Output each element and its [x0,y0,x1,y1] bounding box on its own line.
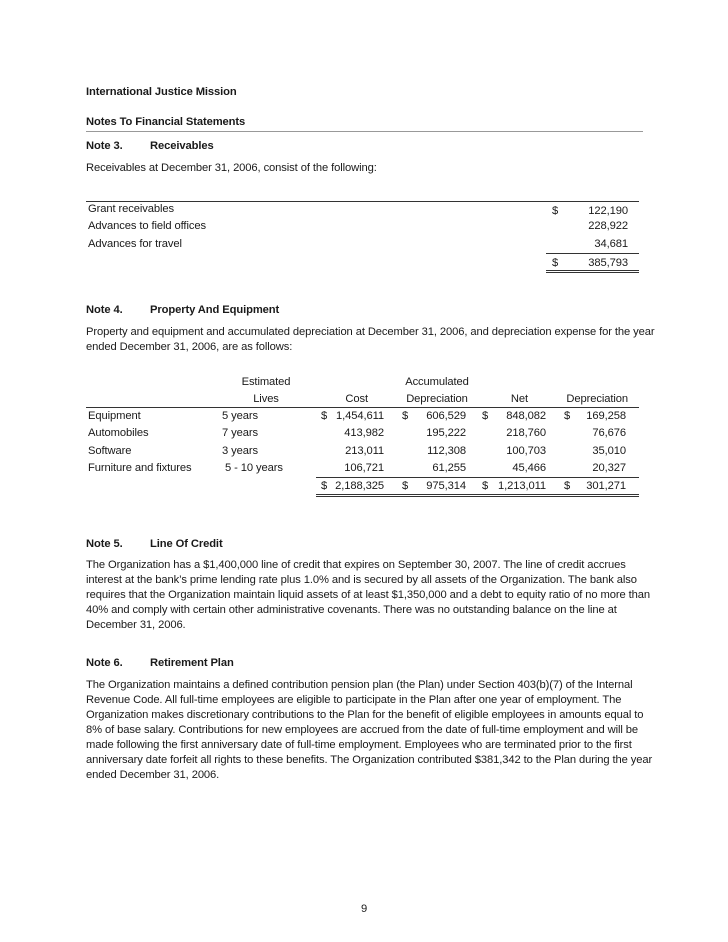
asset-label: Furniture and fixtures [88,462,192,474]
paragraph-line: Organization makes discretionary contributions to the Plan for the benefit of eligible employees in amounts equal to [86,709,644,721]
paragraph-line: 8% of base salary. Contributions for new employees are accrued from the date of full-time employment and will be [86,724,638,736]
receivable-label: Advances to field offices [88,220,206,232]
asset-cost: 213,011 [345,445,384,457]
note4-intro [86,325,655,355]
paragraph-line: The Organization has a $1,400,000 line of credit that expires on September 30, 2007. The line of credit accrues [86,559,626,571]
asset-depreciation: 35,010 [592,445,626,457]
asset-label: Software [88,445,132,457]
currency-symbol: $ [564,410,571,422]
header-net: Net [510,393,528,405]
header-lives: Lives [253,393,279,405]
header-cost: Cost [345,393,368,405]
subtotal-rule [546,253,639,254]
currency-symbol: $ [552,257,559,269]
total-depreciation: 301,271 [586,480,626,492]
paragraph-line: requires that the Organization maintain liquid assets of at least $1,350,000 and a debt to equity ratio of no more than [86,589,651,601]
note3-intro: Receivables at December 31, 2006, consist of the following: [86,162,377,174]
header-depreciation: Depreciation [566,393,628,405]
asset-accum-depreciation: 112,308 [427,445,466,457]
total-double-rule [316,496,639,497]
currency-symbol: $ [564,480,571,492]
note6-number: Note 6. [86,657,123,669]
note5-number: Note 5. [86,538,123,550]
note5-title: Line Of Credit [150,538,223,550]
total-double-rule [316,494,639,495]
currency-symbol: $ [402,410,409,422]
header-accumulated: Accumulated [405,376,469,388]
asset-depreciation: 169,258 [586,410,626,422]
header-divider [86,131,643,132]
receivable-total: 385,793 [588,257,628,269]
paragraph-line: interest at the bank’s prime lending rate plus 1.0% and is secured by all assets of the Organization. The bank also [86,574,637,586]
subtotal-rule [316,477,639,478]
receivable-value: 34,681 [594,238,628,250]
note6-title: Retirement Plan [150,657,234,669]
paragraph-line: 40% and comply with certain other administrative covenants. There was no outstanding balance on the line at [86,604,617,616]
receivable-label: Grant receivables [88,203,174,215]
asset-depreciation: 76,676 [592,427,626,439]
note4-title: Property And Equipment [150,304,280,316]
asset-cost: 1,454,611 [335,410,384,422]
asset-accum-depreciation: 606,529 [426,410,466,422]
asset-lives: 5 - 10 years [225,462,283,474]
asset-label: Equipment [88,410,141,422]
paragraph-line: made following the first anniversary date of full-time employment. Employees who are terminated prior to the first [86,739,632,751]
currency-symbol: $ [321,410,328,422]
currency-symbol: $ [482,410,489,422]
asset-net: 218,760 [506,427,546,439]
receivable-label: Advances for travel [88,238,182,250]
asset-cost: 413,982 [344,427,384,439]
paragraph-line: December 31, 2006. [86,619,186,631]
asset-accum-depreciation: 195,222 [426,427,466,439]
total-double-rule [546,272,639,273]
total-cost: 2,188,325 [335,480,384,492]
paragraph-line: ended December 31, 2006. [86,769,220,781]
total-double-rule [546,270,639,271]
asset-net: 848,082 [506,410,546,422]
asset-net: 45,466 [512,462,546,474]
note3-title: Receivables [150,140,214,152]
note5-body [86,558,651,633]
paragraph-line: ended December 31, 2006, are as follows: [86,341,293,353]
note4-number: Note 4. [86,304,123,316]
currency-symbol: $ [552,205,559,217]
table-header-rule [86,407,639,408]
header-estimated: Estimated [241,376,291,388]
asset-label: Automobiles [88,427,149,439]
currency-symbol: $ [482,480,489,492]
asset-lives: 5 years [222,410,258,422]
currency-symbol: $ [321,480,328,492]
total-net: 1,213,011 [497,480,546,492]
asset-lives: 7 years [222,427,258,439]
receivable-value: 228,922 [588,220,628,232]
asset-depreciation: 20,327 [592,462,626,474]
asset-net: 100,703 [506,445,546,457]
document-title: Notes To Financial Statements [86,116,246,128]
total-accum-depreciation: 975,314 [426,480,466,492]
paragraph-line: The Organization maintains a defined contribution pension plan (the Plan) under Section 403(b)(7) of the Internal [86,679,633,691]
receivable-value: 122,190 [588,205,628,217]
asset-cost: 106,721 [344,462,384,474]
paragraph-line: Property and equipment and accumulated depreciation at December 31, 2006, and depreciation expense for the year [86,326,655,338]
header-accum-depreciation: Depreciation [406,393,468,405]
asset-lives: 3 years [222,445,258,457]
note3-number: Note 3. [86,140,123,152]
note6-body [86,678,653,783]
paragraph-line: Revenue Code. All full-time employees are eligible to participate in the Plan after one year of employment. The [86,694,622,706]
currency-symbol: $ [402,480,409,492]
paragraph-line: anniversary date forfeit all rights to these benefits. The Organization contributed $381,342 to the Plan during the year [86,754,653,766]
organization-name: International Justice Mission [86,86,237,98]
asset-accum-depreciation: 61,255 [432,462,466,474]
page-number: 9 [360,903,368,915]
